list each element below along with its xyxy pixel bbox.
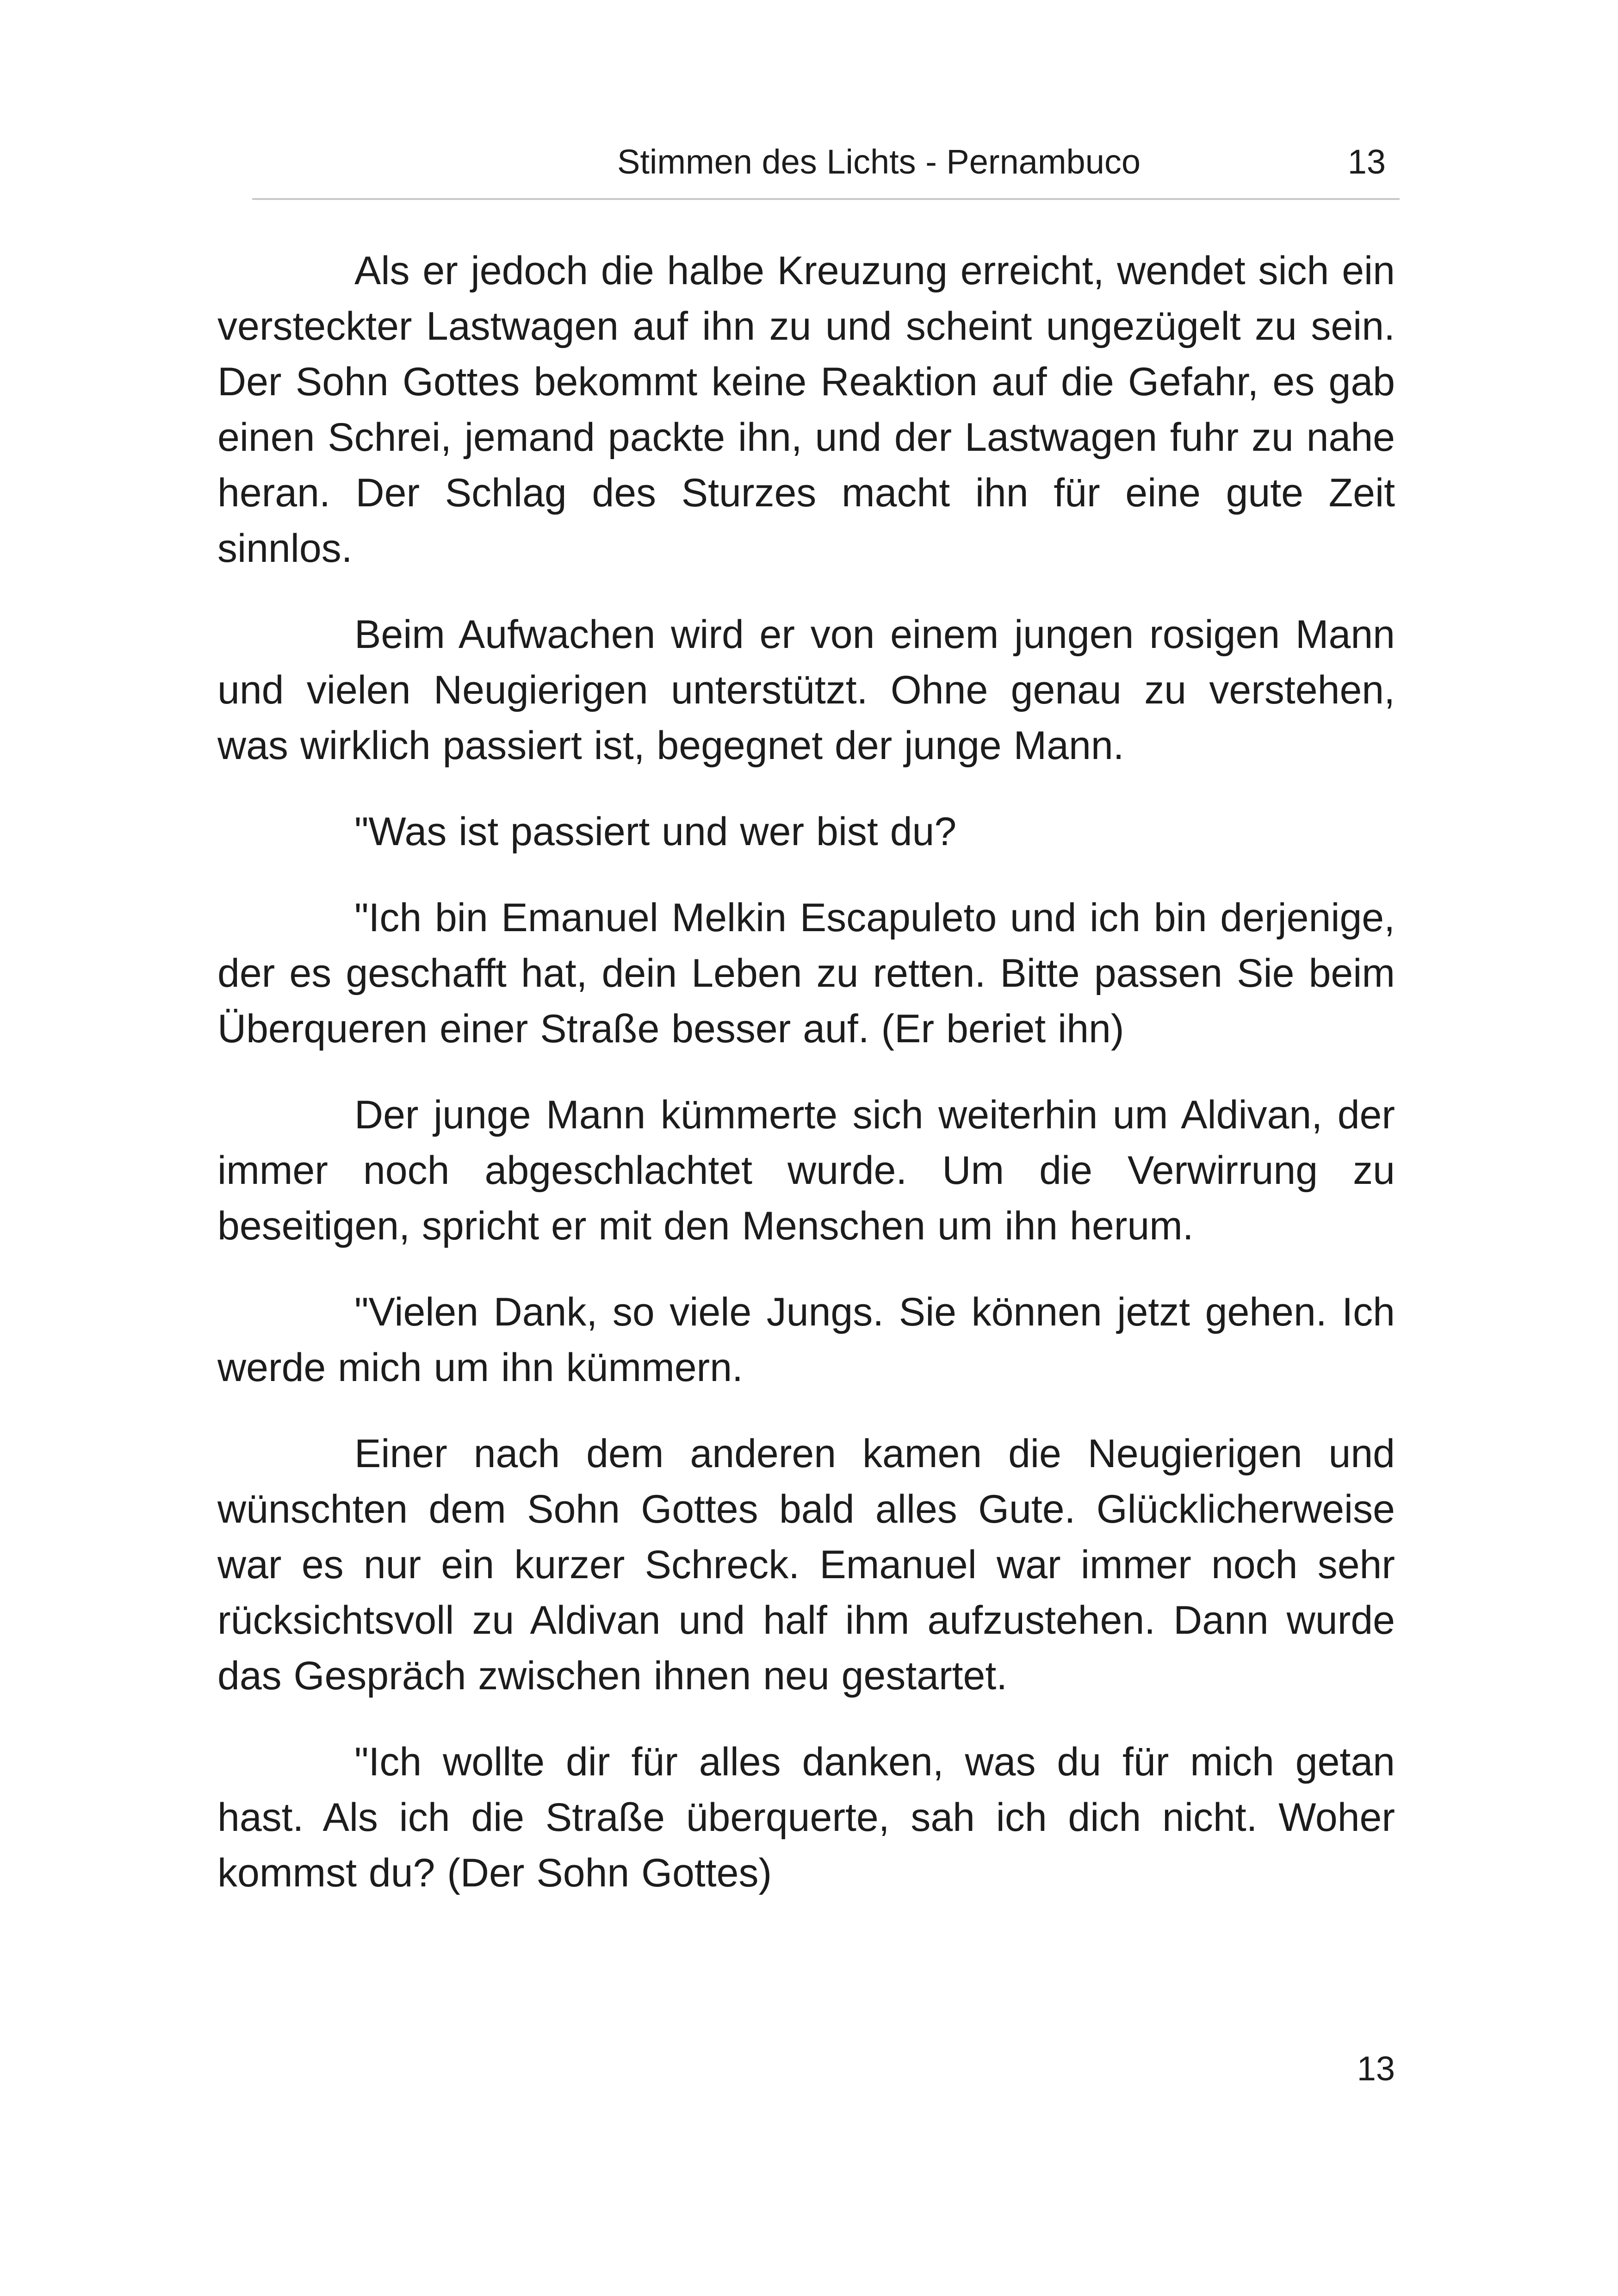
paragraph: Einer nach dem anderen kamen die Neugierigen und wünschten dem Sohn Gottes bald alles Gute. Glücklicherweise war es nur ein kurzer Schreck. Emanuel war immer noch sehr rücksichtsvoll zu Aldivan und half ihm aufzustehen. Dann wurde das Gespräch zwischen ihnen neu gestartet. [217,1431,1395,1698]
paragraph: "Ich bin Emanuel Melkin Escapuleto und ich bin derjenige, der es geschafft hat, dein Leben zu retten. Bitte passen Sie beim Überqueren einer Straße besser auf. (Er beriet ihn) [217,896,1395,1051]
paragraph: Beim Aufwachen wird er von einem jungen rosigen Mann und vielen Neugierigen unterstützt. Ohne genau zu verstehen, was wirklich passiert ist, begegnet der junge Mann. [217,612,1395,768]
running-header [252,134,1400,199]
header-title: Stimmen des Lichts - Pernambuco [617,143,1141,181]
paragraph: Als er jedoch die halbe Kreuzung erreicht, wendet sich ein versteckter Lastwagen auf ihn zu und scheint ungezügelt zu sein. Der Sohn Gottes bekommt keine Reaktion auf die Gefahr, es gab einen Schrei, jemand packte ihn, und der Lastwagen fuhr zu nahe heran. Der Schlag des Sturzes macht ihn für eine gute Zeit sinnlos. [217,249,1395,571]
paragraph: "Vielen Dank, so viele Jungs. Sie können jetzt gehen. Ich werde mich um ihn kümmern. [217,1290,1395,1390]
header-divider [252,198,1400,200]
header-page-number: 13 [1347,143,1386,181]
paragraph: "Was ist passiert und wer bist du? [354,809,957,854]
paragraph: "Ich wollte dir für alles danken, was du für mich getan hast. Als ich die Straße überquerte, sah ich dich nicht. Woher kommst du? (Der Sohn Gottes) [217,1740,1395,1895]
footer-page-number: 13 [1357,2049,1395,2088]
paragraph: Der junge Mann kümmerte sich weiterhin um Aldivan, der immer noch abgeschlachtet wurde. Um die Verwirrung zu beseitigen, spricht er mit den Menschen um ihn herum. [217,1093,1395,1248]
body-text [217,243,1395,1931]
